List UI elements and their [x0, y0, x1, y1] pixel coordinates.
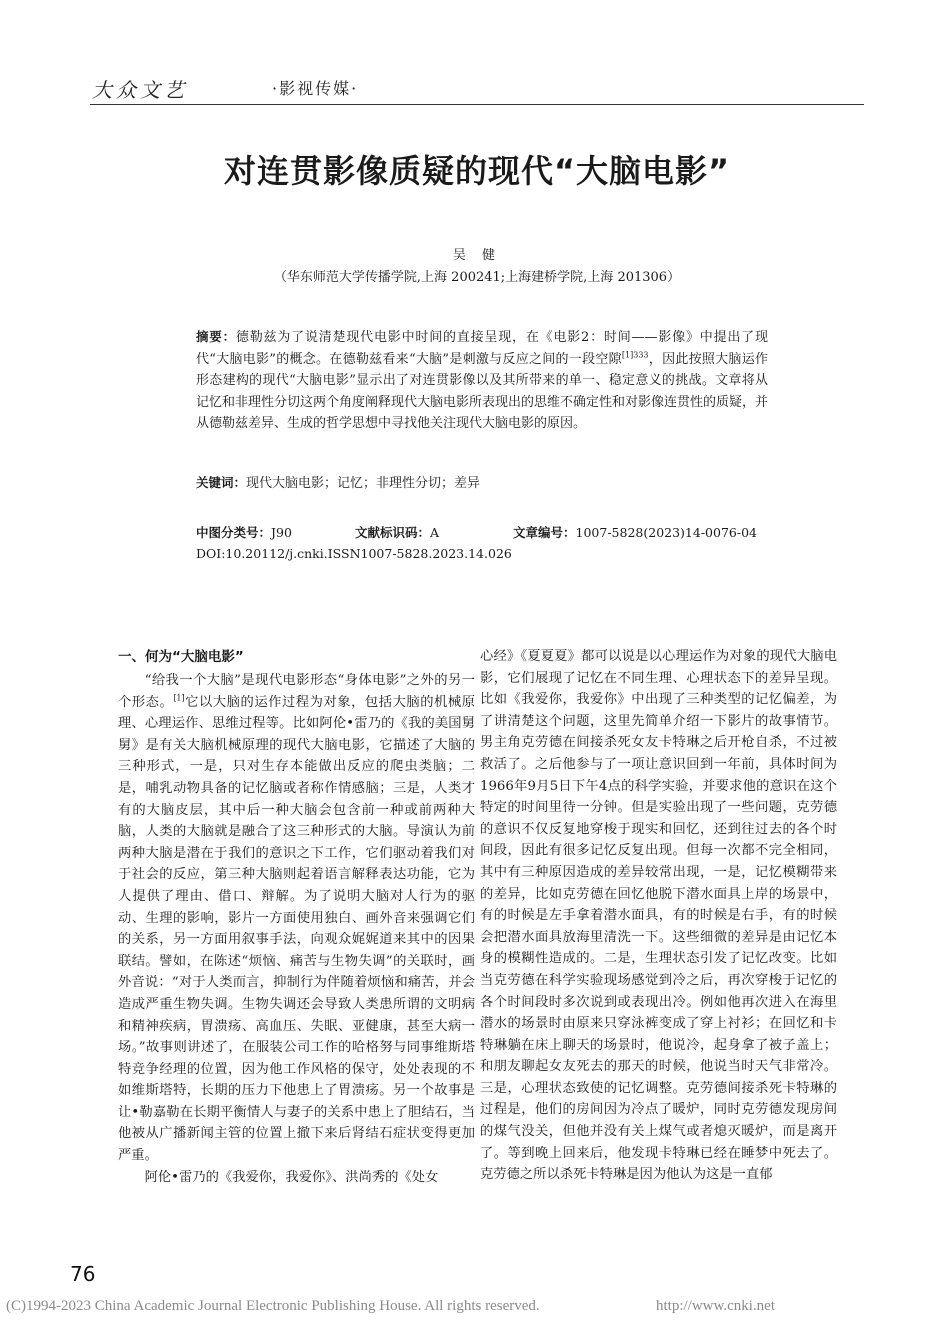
- clc-value: J90: [271, 525, 292, 540]
- clc-code: [196, 523, 292, 541]
- copyright-notice: [6, 1298, 944, 1315]
- paragraph: [118, 670, 475, 1167]
- copyright-text: (C)1994-2023 China Academic Journal Electronic Publishing House. All rights reserved.: [6, 1298, 540, 1314]
- citation-ref: [1]: [173, 693, 185, 703]
- paragraph-text: “给我一个大脑”是现代电影形态“身体电影”之外的另一个形态。: [118, 673, 475, 710]
- column-name: ·影视传媒·: [272, 79, 359, 98]
- article-number-value: 1007-5828(2023)14-0076-04: [575, 525, 757, 540]
- paragraph-continued: 心经》《夏夏夏》都可以说是以心理运作为对象的现代大脑电影，它们展现了记忆在不同生理、心理状态下的差异呈现。比如《我爱你，我爱你》中出现了三种类型的记忆偏差，为了讲清楚这个问题，这里先简单介绍一下影片的故事情节。男主角克劳德在间接杀死女友卡特琳之后开枪自杀，不过被救活了。之后他参与了一项让意识回到一年前，具体时间为1966年9月5日下午4点的科学实验，并要求他的意识在这个特定的时间里待一分钟。但是实验出现了一些问题，克劳德的意识不仅反复地穿梭于现实和回忆，还到往过去的各个时间段，因此有很多记忆反复出现。但每一次都不完全相同，其中有三种原因造成的差异较常出现，一是，记忆模糊带来的差异，比如克劳德在回忆他脱下潜水面具上岸的场景中，有的时候是左手拿着潜水面具，有的时候是右手，有的时候会把潜水面具放海里清洗一下。这些细微的差异是由记忆本身的模糊性造成的。二是，生理状态引发了记忆改变。比如当克劳德在科学实验现场感觉到冷之后，再次穿梭于记忆的各个时间段时多次说到或表现出冷。例如他再次进入在海里潜水的场景时由原来只穿泳裤变成了穿上衬衫；在回忆和卡特琳躺在床上聊天的场景时，他说冷，起身拿了被子盖上；和朋友聊起女友死去的那天的时候，他说当时天气非常冷。三是，心理状态致使的记忆调整。克劳德间接杀死卡特琳的过程是，他们的房间因为冷点了暖炉，同时克劳德发现房间的煤气没关，但他并没有关上煤气或者熄灭暖炉，而是离开了。等到晚上回来后，他发现卡特琳已经在睡梦中死去了。克劳德之所以杀死卡特琳是因为他认为这是一直郁: [480, 649, 837, 1183]
- document-code-value: A: [430, 525, 440, 540]
- document-code: [355, 523, 439, 541]
- document-code-label: 文献标识码：: [355, 525, 431, 540]
- keywords: [196, 472, 768, 491]
- journal-name: 大众文艺: [92, 78, 188, 102]
- affiliation: （华东师范大学传播学院,上海 200241;上海建桥学院,上海 201306）: [273, 270, 681, 285]
- paragraph-text: 它以大脑的运作过程为对象，包括大脑的机械原理、心理运作、思维过程等。比如阿伦•雷乃的《我的美国舅舅》是有关大脑机械原理的现代大脑电影，它描述了大脑的三种形式，一是，只对生存本能做出反应的爬虫类脑；二是，哺乳动物具备的记忆脑或者称作情感脑；三是，人类才有的大脑皮层，其中后一种大脑会包含前一种或前两种大脑，人类的大脑就是融合了这三种形式的大脑。导演认为前两种大脑是潜在于我们的意识之下工作，它们驱动着我们对于社会的反应，第三种大脑则起着语言解释表达功能，它为人提供了理由、借口、辩解。为了说明大脑对人行为的驱动、生理的影响，影片一方面使用独白、画外音来强调它们的关系，另一方面用叙事手法，向观众娓娓道来其中的因果联结。譬如，在陈述“烦恼、痛苦与生物失调”的关联时，画外音说：“对于人类而言，抑制行为伴随着烦恼和痛苦，并会造成严重生物失调。生物失调还会导致人类患所谓的文明病和精神疾病，胃溃疡、高血压、失眠、亚健康，甚至大病一场。”故事则讲述了，在服装公司工作的哈格努与同事维斯塔特竞争经理的位置，因为他工作风格的保守，处处表现的不如维斯塔特，长期的压力下他患上了胃溃疡。另一个故事是让•勒嘉勒在长期平衡情人与妻子的关系中患上了胆结石，当他被从广播新闻主管的位置上撤下来后肾结石症状变得更加严重。: [118, 694, 476, 1164]
- article-number-label: 文章编号：: [513, 525, 576, 540]
- paragraph: 阿伦•雷乃的《我爱你，我爱你》、洪尚秀的《处女: [144, 1169, 439, 1185]
- abstract-text-cont: ，因此按照大脑运作形态建构的现代“大脑电影”显示出了对连贯影像以及其所带来的单一、稳定意义的挑战。文章将从记忆和非理性分切这两个角度阐释现代大脑电影所表现出的思维不确定性和对影像连贯性的质疑，并从德勒兹差异、生成的哲学思想中寻找他关注现代大脑电影的原因。: [196, 351, 769, 432]
- keywords-label: 关键词：: [196, 475, 247, 490]
- abstract: [196, 326, 768, 435]
- section-heading: 一、何为“大脑电影”: [118, 649, 244, 665]
- page-number: 76: [70, 1262, 96, 1286]
- doi: DOI:10.20112/j.cnki.ISSN1007-5828.2023.14.026: [196, 546, 512, 561]
- keywords-text: 现代大脑电影；记忆；非理性分切；差异: [246, 476, 481, 491]
- abstract-text: 德勒兹为了说清楚现代电影中时间的直接呈现，在《电影2：时间——影像》中提出了现代“大脑电影”的概念。在德勒兹看来“大脑”是刺激与反应之间的一段空隙: [196, 330, 768, 367]
- article-number: [513, 523, 757, 541]
- article-title: 对连贯影像质疑的现代“大脑电影”: [223, 152, 731, 190]
- body-column-right: [480, 646, 837, 1186]
- header-rule: [90, 104, 864, 105]
- author: 吴 健: [452, 248, 502, 263]
- abstract-citation: [1]333: [621, 350, 649, 360]
- clc-label: 中图分类号：: [196, 525, 272, 540]
- cnki-url: http://www.cnki.net: [656, 1298, 776, 1314]
- body-column-left: [118, 646, 475, 1188]
- abstract-label: 摘要：: [196, 329, 236, 344]
